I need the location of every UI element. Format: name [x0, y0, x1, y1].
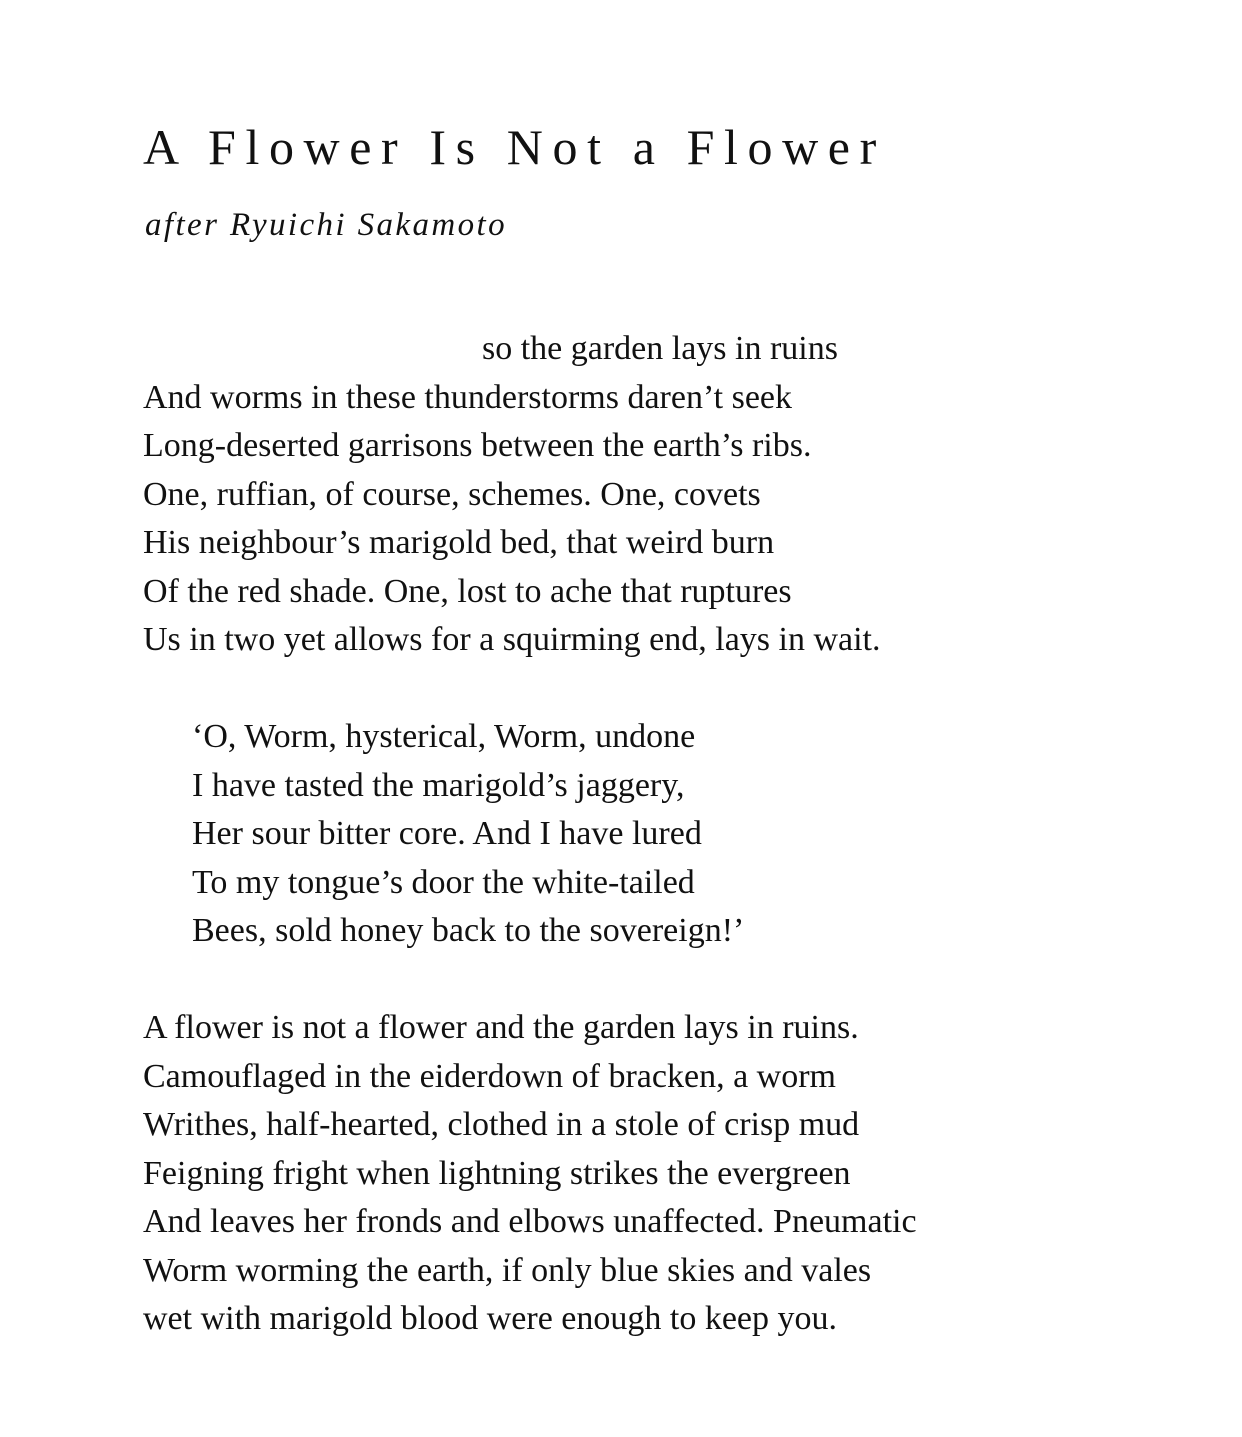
poem-line: To my tongue’s door the white-tailed: [192, 863, 695, 901]
poem-line: Feigning fright when lightning strikes the evergreen: [143, 1154, 851, 1192]
poem-line: And leaves her fronds and elbows unaffected. Pneumatic: [143, 1203, 917, 1240]
poem-line: Long-deserted garrisons between the earth’s ribs.: [143, 427, 812, 464]
poem-title: A Flower Is Not a Flower: [143, 119, 886, 175]
poem-line: so the garden lays in ruins: [482, 330, 838, 367]
poem-line: Her sour bitter core. And I have lured: [192, 815, 702, 852]
poem-line: I have tasted the marigold’s jaggery,: [192, 766, 685, 804]
poem-line: wet with marigold blood were enough to keep you.: [143, 1300, 838, 1337]
stanza-2: [192, 713, 744, 956]
poem-line: His neighbour’s marigold bed, that weird burn: [143, 524, 775, 561]
poem-line: Bees, sold honey back to the sovereign!’: [192, 912, 745, 949]
poem-line: A flower is not a flower and the garden lays in ruins.: [143, 1009, 859, 1046]
poem-subtitle: after Ryuichi Sakamoto: [145, 207, 507, 243]
poem-line: And worms in these thunderstorms daren’t seek: [143, 378, 793, 416]
poem-line: Worm worming the earth, if only blue skies and vales: [143, 1251, 872, 1289]
poem-line: Of the red shade. One, lost to ache that ruptures: [143, 572, 792, 610]
stanza-3: [143, 1004, 917, 1344]
stanza-1: [143, 325, 881, 665]
poem-line: Writhes, half-hearted, clothed in a stole of crisp mud: [143, 1106, 860, 1143]
poem-line: Us in two yet allows for a squirming end, lays in wait.: [143, 621, 881, 658]
poem-line: Camouflaged in the eiderdown of bracken, a worm: [143, 1057, 836, 1095]
poem-line: One, ruffian, of course, schemes. One, covets: [143, 475, 761, 513]
poem-line: ‘O, Worm, hysterical, Worm, undone: [192, 718, 696, 755]
